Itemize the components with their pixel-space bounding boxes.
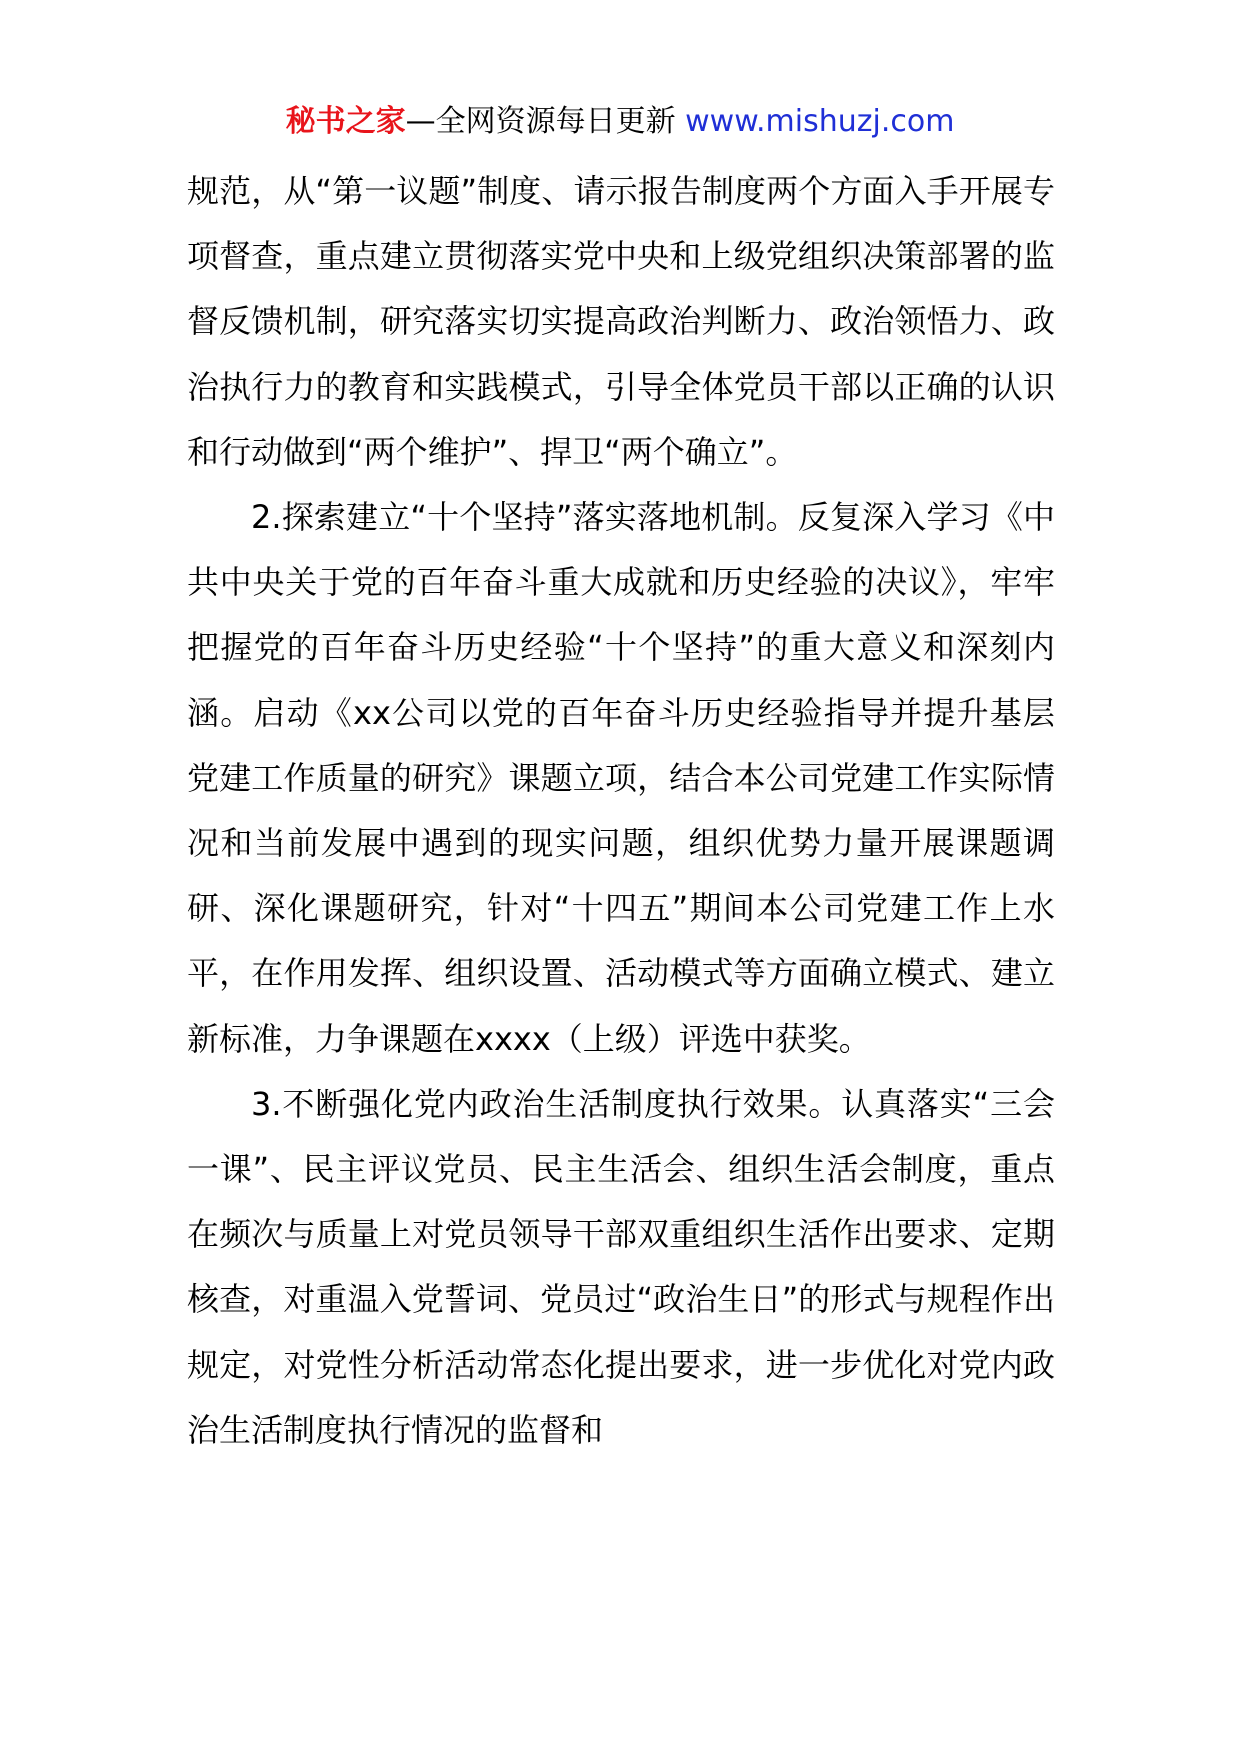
paragraph-item-3: 3.不断强化党内政治生活制度执行效果。认真落实“三会一课”、民主评议党员、民主生活会、组织生活会制度，重点在频次与质量上对党员领导干部双重组织生活作出要求、定期核查，对重温入党誓词、党员过“政治生日”的形式与规程作出规定，对党性分析活动常态化提出要求，进一步优化对党内政治生活制度执行情况的监督和: [187, 1084, 1055, 1449]
paragraph-item-2: 2.探索建立“十个坚持”落实落地机制。反复深入学习《中共中央关于党的百年奋斗重大成就和历史经验的决议》，牢牢把握党的百年奋斗历史经验“十个坚持”的重大意义和深刻内涵。启动《xx公司以党的百年奋斗历史经验指导并提升基层党建工作质量的研究》课题立项，结合本公司党建工作实际情况和当前发展中遇到的现实问题，组织优势力量开展课题调研、深化课题研究，针对“十四五”期间本公司党建工作上水平，在作用发挥、组织设置、活动模式等方面确立模式、建立新标准，力争课题在xxxx（上级）评选中获奖。: [187, 498, 1055, 1058]
header-brand: 秘书之家: [285, 104, 406, 139]
paragraph-continued: 规范，从“第一议题”制度、请示报告制度两个方面入手开展专项督查，重点建立贯彻落实党中央和上级党组织决策部署的监督反馈机制，研究落实切实提高政治判断力、政治领悟力、政治执行力的教育和实践模式，引导全体党员干部以正确的认识和行动做到“两个维护”、捍卫“两个确立”。: [187, 172, 1055, 471]
document-body: [187, 159, 1055, 1463]
page-header: [0, 100, 1240, 144]
header-tagline: —全网资源每日更新: [405, 104, 686, 139]
header-site-link[interactable]: www.mishuzj.com: [685, 104, 955, 139]
